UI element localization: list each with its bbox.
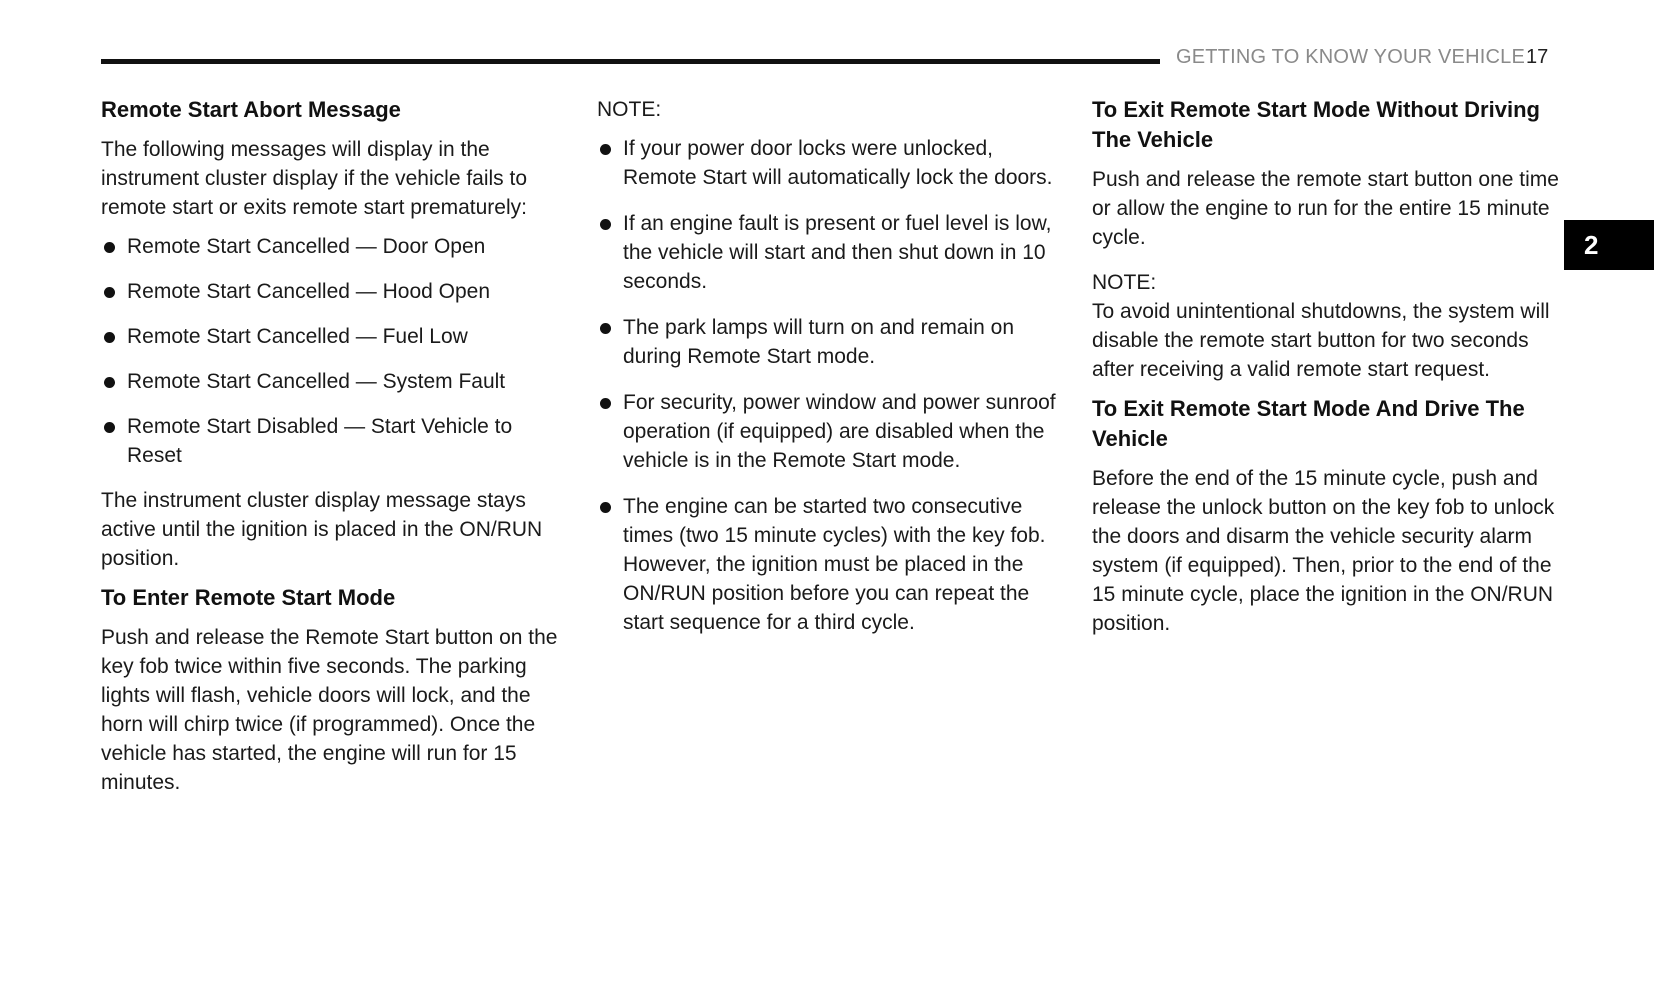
list-item: Remote Start Cancelled — Hood Open (101, 277, 571, 306)
header-rule (101, 59, 1160, 64)
bullet-icon (104, 287, 115, 298)
list-item: Remote Start Cancelled — System Fault (101, 367, 571, 396)
heading-exit-and-drive: To Exit Remote Start Mode And Drive The Vehicle (1092, 396, 1525, 451)
list-item: The engine can be started two consecutive times (two 15 minute cycles) with the key fob. However, the ignition must be placed in the ON/RUN position before you can repeat the start sequence for a third cycle. (597, 492, 1067, 637)
column-left (101, 95, 571, 807)
bullet-icon (104, 377, 115, 388)
bullet-icon (600, 219, 611, 230)
notes-list (597, 134, 1067, 637)
list-item: Remote Start Disabled — Start Vehicle to Reset (101, 412, 571, 470)
bullet-icon (104, 332, 115, 343)
column-middle (597, 95, 1067, 654)
exit-and-drive-text: Before the end of the 15 minute cycle, push and release the unlock button on the key fob to unlock the doors and disarm the vehicle security alarm system (if equipped). Then, prior to the end of the 15 minute cycle, place the ignition in the ON/RUN position. (1092, 467, 1555, 635)
heading-enter-remote-start: To Enter Remote Start Mode (101, 585, 396, 610)
list-item: Remote Start Cancelled — Fuel Low (101, 322, 571, 351)
enter-remote-start-text: Push and release the Remote Start button on the key fob twice within five seconds. The parking lights will flash, vehicle doors will lock, and the horn will chirp twice (if programmed). Once the vehicle has started, the engine will run for 15 minutes. (101, 626, 558, 794)
bullet-icon (600, 323, 611, 334)
bullet-icon (600, 502, 611, 513)
section-title: GETTING TO KNOW YOUR VEHICLE (1176, 46, 1525, 68)
abort-messages-list (101, 232, 571, 470)
page-number: 17 (1526, 46, 1549, 68)
note-label: NOTE: (1092, 271, 1157, 294)
heading-exit-without-driving: To Exit Remote Start Mode Without Driving The Vehicle (1092, 97, 1540, 152)
list-item: The park lamps will turn on and remain on during Remote Start mode. (597, 313, 1067, 371)
list-item: Remote Start Cancelled — Door Open (101, 232, 571, 261)
bullet-icon (104, 422, 115, 433)
chapter-tab[interactable]: 2 (1564, 220, 1654, 270)
message-stays-text: The instrument cluster display message stays active until the ignition is placed in the ON/RUN position. (101, 489, 543, 570)
note-label: NOTE: (597, 98, 662, 121)
heading-remote-start-abort: Remote Start Abort Message (101, 97, 401, 122)
bullet-icon (600, 144, 611, 155)
list-item: If your power door locks were unlocked, Remote Start will automatically lock the doors. (597, 134, 1067, 192)
bullet-icon (600, 398, 611, 409)
bullet-icon (104, 242, 115, 253)
note-text: To avoid unintentional shutdowns, the system will disable the remote start button for two seconds after receiving a valid remote start request. (1092, 300, 1550, 381)
exit-without-driving-text: Push and release the remote start button one time or allow the engine to run for the entire 15 minute cycle. (1092, 168, 1559, 249)
list-item: If an engine fault is present or fuel level is low, the vehicle will start and then shut down in 10 seconds. (597, 209, 1067, 296)
abort-intro-text: The following messages will display in the instrument cluster display if the vehicle fails to remote start or exits remote start prematurely: (101, 138, 528, 219)
column-right (1092, 95, 1562, 648)
list-item: For security, power window and power sunroof operation (if equipped) are disabled when the vehicle is in the Remote Start mode. (597, 388, 1067, 475)
